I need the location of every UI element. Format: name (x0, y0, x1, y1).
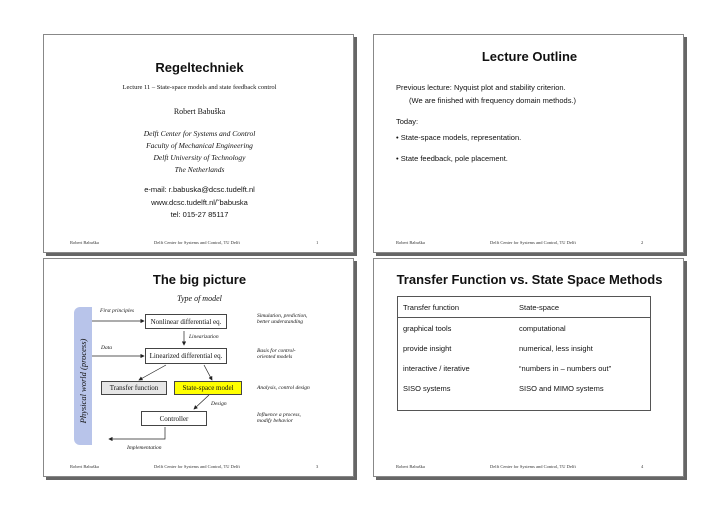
affiliation-line: Delft Center for Systems and Control (143, 129, 256, 138)
slide-title: Transfer Function vs. State Space Methods (396, 272, 663, 287)
nonlinear-eq-box: Nonlinear differential eq. (145, 314, 227, 329)
note-basis: Basis for control- oriented models (257, 348, 296, 360)
bullet-item: • State-space models, representation. (396, 133, 522, 142)
footer-author: Robert Babuška (70, 464, 99, 469)
email: e-mail: r.babuska@dcsc.tudelft.nl (144, 185, 255, 194)
table-row (397, 338, 651, 358)
transfer-function-box: Transfer function (101, 381, 167, 395)
page-number: 4 (641, 464, 644, 469)
previous-lecture (396, 81, 576, 107)
website: www.dcsc.tudelft.nl/˜babuska (151, 197, 248, 207)
note-simulation: Simulation, prediction, better understanding (257, 313, 308, 325)
linearized-eq-box: Linearized differential eq. (145, 348, 227, 364)
slide-title: Lecture Outline (481, 49, 578, 64)
footer-institution: Delft Center for Systems and Control, TU Delft (154, 240, 240, 245)
affiliation-line: The Netherlands (174, 165, 225, 174)
physical-world-label: Physical world (process) (78, 338, 88, 424)
footer-institution: Delft Center for Systems and Control, TU Delft (490, 240, 576, 245)
previous-note: (We are finished with frequency domain methods.) (409, 96, 577, 105)
controller-box: Controller (141, 411, 207, 426)
slide-title: The big picture (152, 272, 247, 287)
table-cell: computational (519, 323, 566, 333)
table-cell: SISO systems (403, 383, 451, 393)
footer-institution: Delft Center for Systems and Control, TU Delft (154, 464, 240, 469)
table-cell: provide insight (403, 343, 452, 353)
page-number: 2 (641, 240, 644, 245)
page-number: 3 (316, 464, 319, 469)
contact-info (44, 184, 355, 222)
column-header: Transfer function (397, 297, 513, 318)
previous-line: Previous lecture: Nyquist plot and stability criterion. (396, 83, 566, 92)
table-row (397, 378, 651, 398)
table-cell: “numbers in – numbers out” (519, 363, 612, 373)
comparison-table (397, 297, 651, 398)
table-cell: SISO and MIMO systems (519, 383, 604, 393)
affiliation-line: Delft University of Technology (153, 153, 246, 162)
affiliation (44, 128, 355, 176)
implementation-label: Implementation (127, 445, 162, 451)
linearization-label: Linearization (189, 334, 219, 340)
bullet-icon: • (396, 133, 399, 142)
note-influence: Influence a process, modify behavior (257, 412, 301, 424)
telephone: tel: 015-27 85117 (170, 210, 229, 219)
author-name: Robert Babuška (173, 107, 226, 116)
table-header-row (397, 297, 651, 318)
flow-arrows (44, 259, 355, 478)
type-of-model-label: Type of model (177, 294, 222, 303)
first-principles-label: First principles (100, 308, 135, 314)
slide-1 (43, 34, 354, 253)
slide-subtitle: Lecture 11 – State-space models and state feedback control (122, 84, 277, 91)
table-cell: numerical, less insight (519, 343, 593, 353)
bullet-item: • State feedback, pole placement. (396, 154, 508, 163)
today-label: Today: (396, 117, 419, 126)
slide-title: Regeltechniek (155, 60, 244, 75)
table-cell: interactive / iterative (403, 363, 470, 373)
slide-2 (373, 34, 684, 253)
slide-3 (43, 258, 354, 477)
affiliation-line: Faculty of Mechanical Engineering (146, 141, 253, 150)
design-label: Design (211, 401, 227, 407)
table-row (397, 318, 651, 339)
column-header: State-space (513, 297, 651, 318)
footer-author: Robert Babuška (396, 240, 425, 245)
table-row (397, 358, 651, 378)
bullet-icon: • (396, 154, 399, 163)
footer-author: Robert Babuška (70, 240, 99, 245)
data-label: Data (101, 345, 112, 351)
page-number: 1 (316, 240, 319, 245)
slide-4 (373, 258, 684, 477)
footer-author: Robert Babuška (396, 464, 425, 469)
note-analysis: Analysis, control design (257, 385, 310, 391)
state-space-model-box: State-space model (174, 381, 242, 395)
footer-institution: Delft Center for Systems and Control, TU Delft (490, 464, 576, 469)
table-cell: graphical tools (403, 323, 452, 333)
